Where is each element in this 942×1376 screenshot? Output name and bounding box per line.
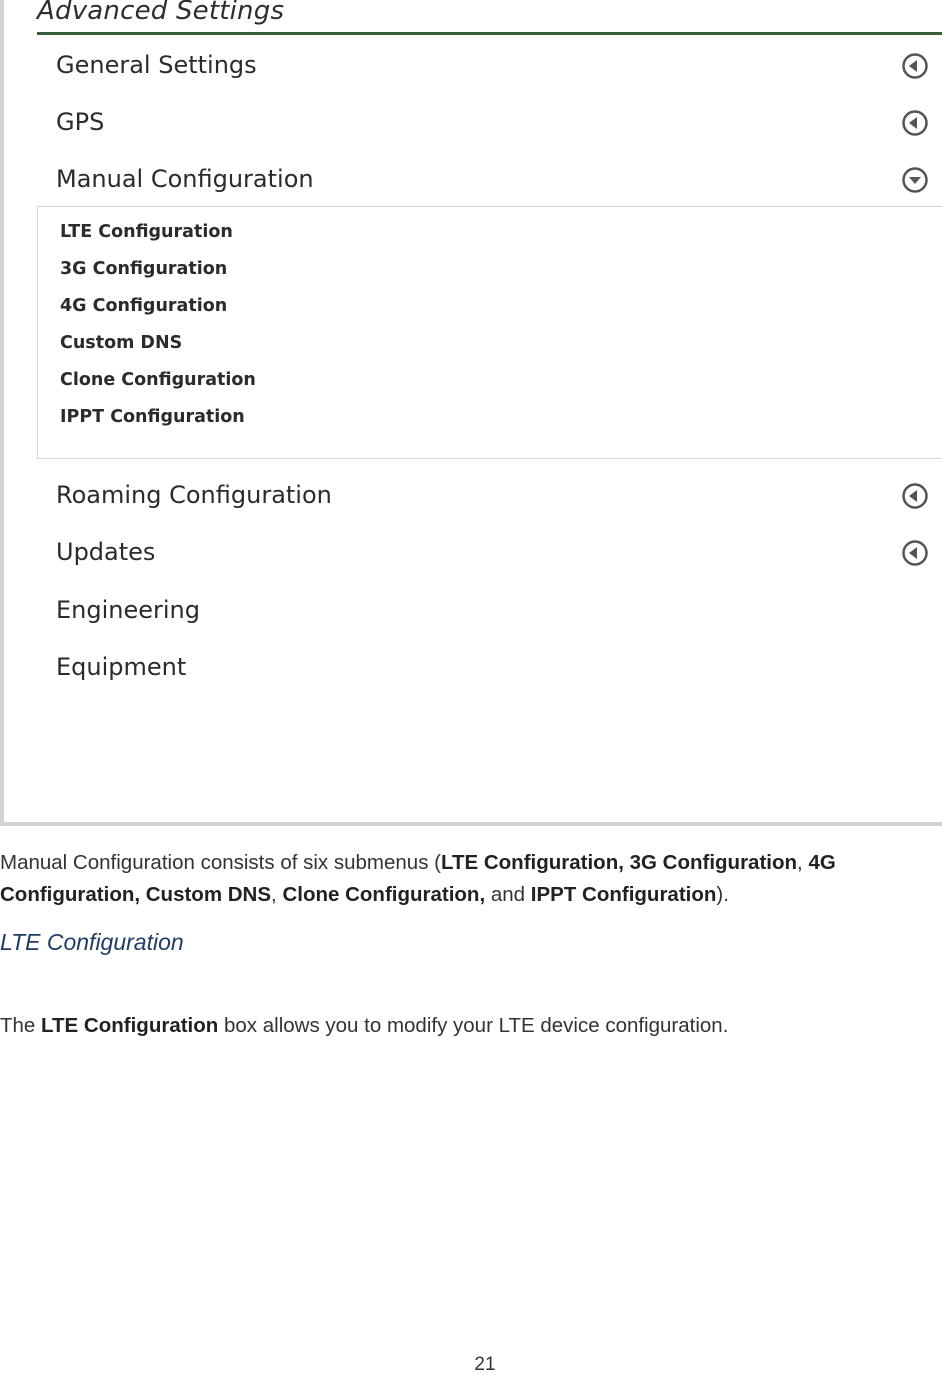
menu-item-label: General Settings <box>56 51 257 79</box>
menu-item-label: Manual Configuration <box>56 165 314 193</box>
collapsed-arrow-icon[interactable] <box>901 482 929 510</box>
title-divider <box>37 32 942 35</box>
para-bold: Clone Configuration, <box>282 883 486 906</box>
lte-description-paragraph <box>0 1010 940 1042</box>
para-bold: 4G Configuration, Custom DNS <box>0 851 836 906</box>
menu-item-general-settings[interactable] <box>37 45 942 89</box>
section-heading: LTE Configuration <box>0 929 184 955</box>
menu-item-equipment[interactable] <box>37 647 942 691</box>
para-bold: LTE Configuration <box>41 1014 219 1037</box>
manual-configuration-submenu <box>37 206 942 459</box>
para-text: and <box>485 883 531 906</box>
para-text: , <box>271 883 283 906</box>
para-text: ). <box>716 883 729 906</box>
collapsed-arrow-icon[interactable] <box>901 539 929 567</box>
intro-paragraph <box>0 847 940 911</box>
menu-item-updates[interactable] <box>37 532 942 576</box>
menu-item-gps[interactable] <box>37 102 942 146</box>
para-text: Manual Configuration consists of six submenus ( <box>0 851 441 874</box>
menu-item-label: Engineering <box>56 596 200 624</box>
submenu-item-custom-dns[interactable]: Custom DNS <box>60 333 183 353</box>
menu-item-engineering[interactable] <box>37 590 942 634</box>
menu-item-manual-configuration[interactable] <box>37 159 942 203</box>
menu-item-label: Roaming Configuration <box>56 481 332 509</box>
para-text: box allows you to modify your LTE device configuration. <box>218 1014 729 1037</box>
page-number: 21 <box>474 1354 496 1375</box>
para-text: The <box>0 1014 42 1037</box>
submenu-item-clone-configuration[interactable]: Clone Configuration <box>60 370 256 390</box>
panel-title: Advanced Settings <box>37 0 285 26</box>
submenu-item-ippt-configuration[interactable]: IPPT Configuration <box>60 407 245 427</box>
menu-item-roaming-configuration[interactable] <box>37 475 942 519</box>
menu-item-label: GPS <box>56 108 105 136</box>
submenu-item-4g-configuration[interactable]: 4G Configuration <box>60 296 228 316</box>
submenu-item-lte-configuration[interactable]: LTE Configuration <box>60 222 233 242</box>
menu-item-label: Updates <box>56 538 156 566</box>
collapsed-arrow-icon[interactable] <box>901 109 929 137</box>
para-text: , <box>797 851 809 874</box>
para-bold: IPPT Configuration <box>530 883 717 906</box>
collapsed-arrow-icon[interactable] <box>901 52 929 80</box>
para-bold: LTE Configuration, 3G Configuration <box>440 851 798 874</box>
expanded-arrow-icon[interactable] <box>901 166 929 194</box>
menu-item-label: Equipment <box>56 653 187 681</box>
submenu-item-3g-configuration[interactable]: 3G Configuration <box>60 259 228 279</box>
